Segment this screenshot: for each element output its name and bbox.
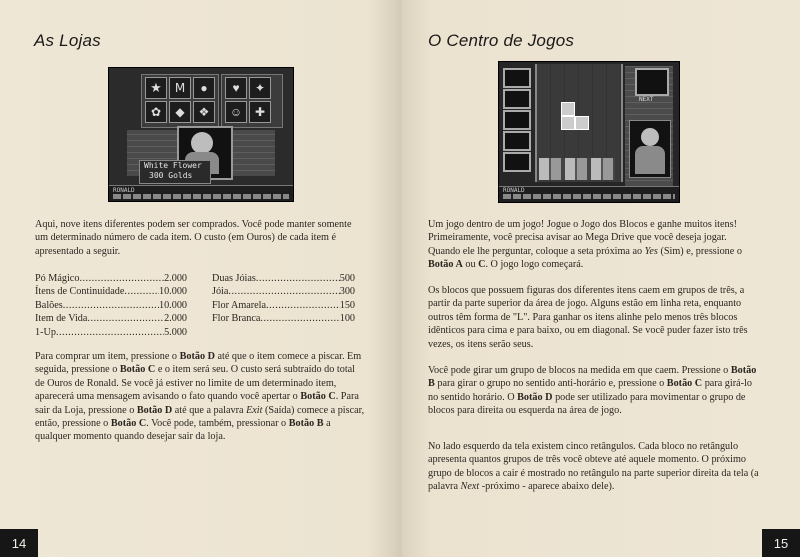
- score-rectangle: [503, 131, 531, 151]
- status-label: RONALD: [113, 187, 135, 194]
- score-rectangle: [503, 89, 531, 109]
- next-preview: [635, 68, 669, 96]
- player-body: [635, 146, 665, 174]
- page-title: O Centro de Jogos: [428, 31, 575, 50]
- shopkeeper-head: [191, 132, 213, 154]
- game-intro: Um jogo dentro de um jogo! Jogue o Jogo dos Blocos e ganhe muitos itens! Primeiramente, você precisa avisar ao Mega Drive que você deseja jogar. Quando ele lhe perguntar, coloque a seta próxima ao Yes (Sim) e, pressione o Botão A ou C. O jogo logo começará.: [428, 219, 742, 271]
- right-page: [400, 0, 800, 557]
- price-row: Jóia ..... 300: [212, 285, 355, 298]
- double-jewel-icon: ❖: [193, 101, 215, 123]
- stacked-blocks: [539, 158, 615, 180]
- price-row: Flor Amarela ..... 150: [212, 299, 355, 312]
- one-up-icon: ☺: [225, 101, 247, 123]
- m-logo-icon: M: [169, 77, 191, 99]
- shop-screenshot: [108, 67, 294, 202]
- price-row: Balões ..... 10.000: [35, 299, 187, 312]
- next-label: NEXT: [639, 96, 654, 103]
- blocks-description: Os blocos que possuem figuras dos diferentes itens caem em grupos de três, a partir da parte superior da área de jogo. Alguns estão em linha reta, enquanto outros têm forma de "L". Para ganhar os itens alinhe pelo menos três blocos idênticos para cima e para baixo, ou em diagonal. Se você puder fazer isto três vezes, os itens serão seus.: [428, 285, 748, 350]
- heart-icon: ♥: [225, 77, 247, 99]
- block-game-screenshot: [498, 61, 680, 203]
- falling-block: [561, 116, 575, 130]
- player-head: [641, 128, 659, 146]
- rotation-instructions: Você pode girar um grupo de blocos na medida em que caem. Pressione o Botão B para girar o grupo no sentido anti-horário e, pressione o Botão C para girá-lo no sentido horário. O Botão D pode ser utilizado para movimentar o grupo de blocos para direita ou esquerda na área de jogo.: [428, 365, 757, 417]
- score-rectangle: [503, 68, 531, 88]
- price-row: Ítens de Continuidade ..... 10.000: [35, 285, 187, 298]
- inventory-slots: [503, 194, 675, 199]
- rectangles-description: No lado esquerdo da tela existem cinco retângulos. Cada bloco no retângulo apresenta quantos grupos de três você obteve até aquele momento. O próximo grupo de blocos a cair é mostrado no retângulo na parte superior direita da tela (a palavra Next -próximo - aparece abaixo dele).: [428, 441, 759, 493]
- page-number: 14: [0, 529, 38, 557]
- price-row: Flor Branca ..... 100: [212, 312, 355, 325]
- balloon-icon: ●: [193, 77, 215, 99]
- item-price-label: 300 Golds: [149, 171, 193, 180]
- falling-block: [575, 116, 589, 130]
- falling-block: [561, 102, 575, 116]
- jewel-icon: ◆: [169, 101, 191, 123]
- flower-icon: ✿: [145, 101, 167, 123]
- star-icon: ★: [145, 77, 167, 99]
- price-row: 1-Up ..... 5.000: [35, 326, 187, 339]
- price-row: Duas Jóias ..... 500: [212, 272, 355, 285]
- status-label: RONALD: [503, 187, 525, 194]
- item-name-label: White Flower: [144, 161, 202, 170]
- page-title: As Lojas: [34, 31, 101, 50]
- price-row: Item de Vida ..... 2.000: [35, 312, 187, 325]
- price-column-1: [35, 272, 187, 339]
- powder-icon: ✦: [249, 77, 271, 99]
- shop-intro: Aqui, nove itens diferentes podem ser comprados. Você pode manter somente um determinado número de cada item. O custo (em Ouros) de cada item é apresentado a seguir.: [35, 219, 352, 257]
- continue-icon: ✚: [249, 101, 271, 123]
- price-row: Pó Mágico ..... 2.000: [35, 272, 187, 285]
- score-rectangle: [503, 152, 531, 172]
- price-column-2: [212, 272, 355, 326]
- score-rectangle: [503, 110, 531, 130]
- inventory-slots: [113, 194, 289, 199]
- page-number: 15: [762, 529, 800, 557]
- buy-instructions: Para comprar um item, pressione o Botão D até que o item comece a piscar. Em seguida, pressione o Botão C e o item será seu. O custo será subtraído do total de Ouros de Ronald. Se você já estiver no limite de um determinado item, aparecerá uma mensagem avisando o fato quando você apertar o Botão C. Para sair da Loja, pressione o Botão D até que a palavra Exit (Saída) comece a piscar, então, pressione o Botão C. Você pode, também, pressionar o Botão B a qualquer momento quando desejar sair da loja.: [35, 351, 365, 443]
